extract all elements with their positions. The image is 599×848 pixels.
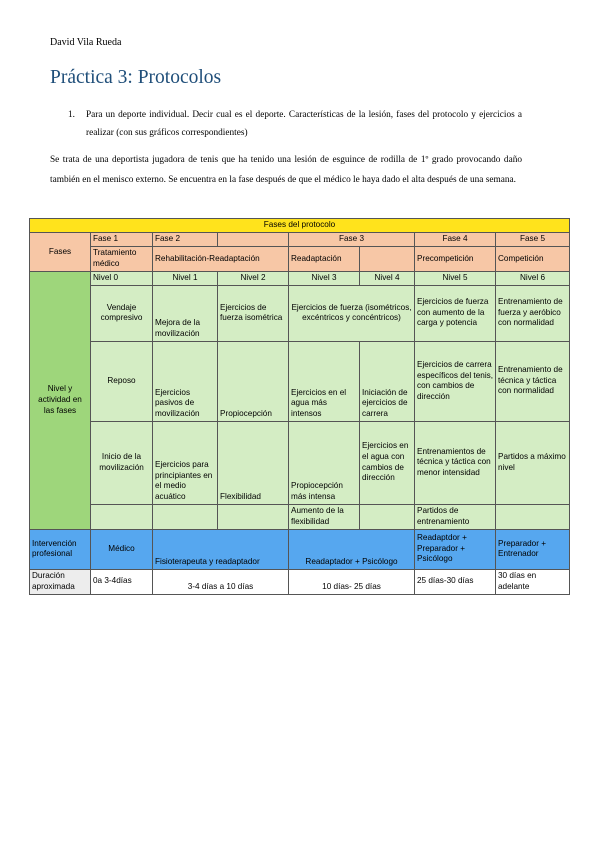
r1-n6: Entrenamiento de fuerza y aeróbico con normalidad (496, 285, 570, 341)
r3-n2: Flexibilidad (218, 421, 289, 504)
fase-4-name: Precompetición (415, 247, 496, 272)
intervencion-fase-3: Readaptador + Psicólogo (289, 529, 415, 569)
duracion-fase-5: 30 días en adelante (496, 569, 570, 594)
r4-n4-empty (360, 504, 415, 529)
table-header: Fases del protocolo (30, 219, 570, 233)
duracion-fase-2: 3-4 días a 10 días (153, 569, 289, 594)
r1-n0: Vendaje compresivo (91, 285, 153, 341)
r1-n5: Ejercicios de fuerza con aumento de la carga y potencia (415, 285, 496, 341)
fase-2-spacer (218, 233, 289, 247)
nivel-4: Nivel 4 (360, 272, 415, 286)
fase-5-name: Competición (496, 247, 570, 272)
list-text: Para un deporte individual. Decir cual es el deporte. Características de la lesión, fases del protocolo y ejercicios a realizar (con sus gráficos correspondientes) (86, 110, 522, 138)
nivel-5: Nivel 5 (415, 272, 496, 286)
duracion-fase-4: 25 días-30 días (415, 569, 496, 594)
nivel-0: Nivel 0 (91, 272, 153, 286)
protocol-table (29, 218, 570, 595)
activity-row-2 (30, 341, 570, 421)
r2-n2: Propiocepción (218, 341, 289, 421)
r2-n0: Reposo (91, 341, 153, 421)
r2-n5: Ejercicios de carrera específicos del tenis, con cambios de dirección (415, 341, 496, 421)
r4-n0-empty (91, 504, 153, 529)
list-number: 1. (68, 110, 75, 120)
activity-row-3 (30, 421, 570, 504)
author-name: David Vila Rueda (50, 37, 122, 48)
r3-n0: Inicio de la movilización (91, 421, 153, 504)
r1-n2: Ejercicios de fuerza isométrica (218, 285, 289, 341)
fase-name-row (30, 247, 570, 272)
nivel-3: Nivel 3 (289, 272, 360, 286)
activity-row-1 (30, 285, 570, 341)
intervencion-fase-2: Fisioterapeuta y readaptador (153, 529, 289, 569)
duracion-label: Duración aproximada (30, 569, 91, 594)
nivel-6: Nivel 6 (496, 272, 570, 286)
duracion-row (30, 569, 570, 594)
fase-2-name: Rehabilitación-Readaptación (153, 247, 289, 272)
fase-title-row (30, 233, 570, 247)
r3-n6: Partidos a máximo nivel (496, 421, 570, 504)
r4-n2-empty (218, 504, 289, 529)
nivel-1: Nivel 1 (153, 272, 218, 286)
nivel-label: Nivel y actividad en las fases (30, 272, 91, 530)
fases-label: Fases (30, 233, 91, 272)
fase-3-title: Fase 3 (289, 233, 415, 247)
intervencion-fase-4: Readaptdor + Preparador + Psicólogo (415, 529, 496, 569)
r1-n1: Mejora de la movilización (153, 285, 218, 341)
table-header-row (30, 219, 570, 233)
duracion-fase-1: 0a 3-4días (91, 569, 153, 594)
fase-1-title: Fase 1 (91, 233, 153, 247)
r3-n3: Propiocepción más intensa (289, 421, 360, 504)
intervencion-fase-5: Preparador + Entrenador (496, 529, 570, 569)
r4-n6-empty (496, 504, 570, 529)
r1-n34: Ejercicios de fuerza (isométricos, excéntricos y concéntricos) (289, 285, 415, 341)
intervencion-label: Intervención profesional (30, 529, 91, 569)
r4-n5: Partidos de entrenamiento (415, 504, 496, 529)
r4-n3: Aumento de la flexibilidad (289, 504, 360, 529)
r3-n1: Ejercicios para principiantes en el medio acuático (153, 421, 218, 504)
fase-2-title: Fase 2 (153, 233, 218, 247)
intervencion-fase-1: Médico (91, 529, 153, 569)
body-paragraph: Se trata de una deportista jugadora de tenis que ha tenido una lesión de esguince de rodilla de 1º grado provocando daño también en el menisco externo. Se encuentra en la fase después de que el médico le haya dado el alta después de una semana. (50, 155, 522, 185)
page-title: Práctica 3: Protocolos (50, 67, 222, 88)
r2-n6: Entrenamiento de técnica y táctica con normalidad (496, 341, 570, 421)
nivel-2: Nivel 2 (218, 272, 289, 286)
fase-1-name: Tratamiento médico (91, 247, 153, 272)
fase-3-spacer (360, 247, 415, 272)
r3-n5: Entrenamientos de técnica y táctica con menor intensidad (415, 421, 496, 504)
r2-n1: Ejercicios pasivos de movilización (153, 341, 218, 421)
r3-n4: Ejercicios en el agua con cambios de dirección (360, 421, 415, 504)
fase-4-title: Fase 4 (415, 233, 496, 247)
r4-n1-empty (153, 504, 218, 529)
duracion-fase-3: 10 días- 25 días (289, 569, 415, 594)
nivel-row (30, 272, 570, 286)
activity-row-4 (30, 504, 570, 529)
r2-n3: Ejercicios en el agua más intensos (289, 341, 360, 421)
r2-n4: Iniciación de ejercicios de carrera (360, 341, 415, 421)
list-item (68, 106, 522, 142)
fase-3-name: Readaptación (289, 247, 360, 272)
fase-5-title: Fase 5 (496, 233, 570, 247)
intervencion-row (30, 529, 570, 569)
